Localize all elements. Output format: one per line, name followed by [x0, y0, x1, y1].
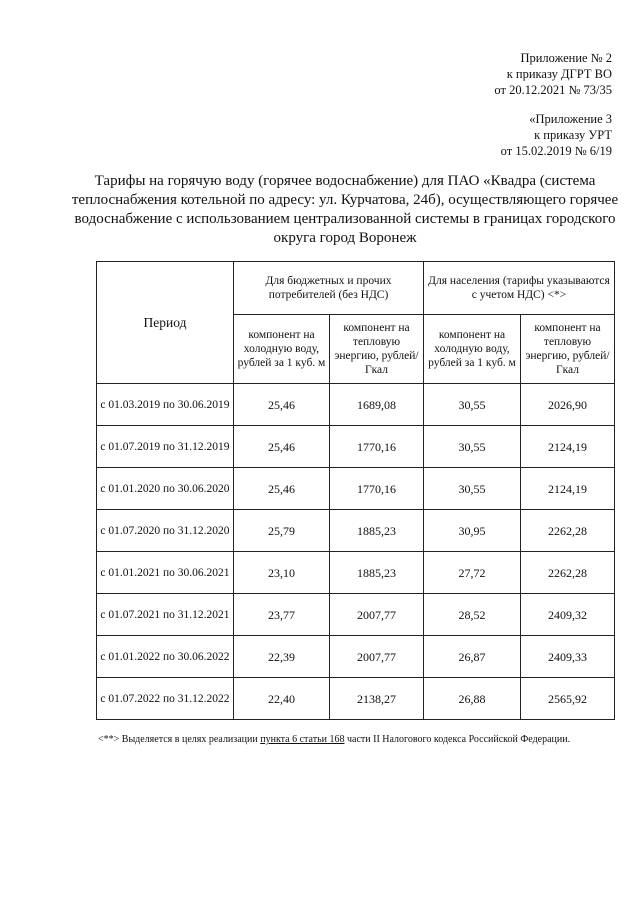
population-cold-water-cell: 26,88: [424, 678, 521, 720]
budget-cold-water-cell: 25,79: [234, 510, 330, 552]
table-row: [97, 384, 615, 426]
table-row: [97, 636, 615, 678]
budget-cold-water-cell: 25,46: [234, 468, 330, 510]
budget-heat-energy-cell: 1770,16: [330, 468, 424, 510]
table-row: [97, 594, 615, 636]
population-cold-water-cell: 30,55: [424, 468, 521, 510]
appendix-2-line-3: от 20.12.2021 № 73/35: [494, 83, 612, 97]
budget-heat-energy-header: компонент на тепловую энергию, рублей/Гкал: [330, 315, 424, 384]
period-cell: с 01.07.2022 по 31.12.2022: [97, 678, 234, 720]
footnote-suffix: части II Налогового кодекса Российской Федерации.: [344, 734, 571, 745]
population-heat-energy-cell: 2026,90: [521, 384, 615, 426]
budget-cold-water-cell: 22,39: [234, 636, 330, 678]
budget-heat-energy-cell: 1770,16: [330, 426, 424, 468]
period-cell: с 01.07.2020 по 31.12.2020: [97, 510, 234, 552]
population-group-header: Для населения (тарифы указываются с учетом НДС) <*>: [424, 262, 615, 315]
population-heat-energy-cell: 2124,19: [521, 426, 615, 468]
budget-cold-water-cell: 25,46: [234, 426, 330, 468]
period-cell: с 01.07.2019 по 31.12.2019: [97, 426, 234, 468]
table-row: [97, 510, 615, 552]
table-row: [97, 678, 615, 720]
period-cell: с 01.03.2019 по 30.06.2019: [97, 384, 234, 426]
budget-cold-water-cell: 23,10: [234, 552, 330, 594]
period-cell: с 01.07.2021 по 31.12.2021: [97, 594, 234, 636]
population-cold-water-cell: 26,87: [424, 636, 521, 678]
population-cold-water-cell: 28,52: [424, 594, 521, 636]
footnote-prefix: <**> Выделяется в целях реализации: [98, 734, 261, 745]
appendix-3-line-3: от 15.02.2019 № 6/19: [500, 144, 612, 158]
appendix-3-line-2: к приказу УРТ: [534, 128, 612, 142]
population-heat-energy-header: компонент на тепловую энергию, рублей/Гкал: [521, 315, 615, 384]
population-cold-water-cell: 30,55: [424, 426, 521, 468]
budget-cold-water-cell: 22,40: [234, 678, 330, 720]
population-heat-energy-cell: 2409,33: [521, 636, 615, 678]
population-heat-energy-cell: 2565,92: [521, 678, 615, 720]
budget-heat-energy-cell: 1885,23: [330, 552, 424, 594]
budget-cold-water-cell: 25,46: [234, 384, 330, 426]
period-cell: с 01.01.2021 по 30.06.2021: [97, 552, 234, 594]
population-cold-water-cell: 30,55: [424, 384, 521, 426]
population-cold-water-header: компонент на холодную воду, рублей за 1 куб. м: [424, 315, 521, 384]
population-heat-energy-cell: 2262,28: [521, 552, 615, 594]
period-cell: с 01.01.2020 по 30.06.2020: [97, 468, 234, 510]
budget-heat-energy-cell: 2007,77: [330, 594, 424, 636]
budget-heat-energy-cell: 1689,08: [330, 384, 424, 426]
document-title: Тарифы на горячую воду (горячее водоснабжение) для ПАО «Квадра (система теплоснабжения котельной по адресу: ул. Курчатова, 24б), осуществляющего горячее водоснабжение с использованием централизованной системы в границах городского округа город Воронеж: [71, 173, 619, 246]
table-row: [97, 468, 615, 510]
table-row: [97, 552, 615, 594]
period-header: Период: [97, 262, 234, 384]
appendix-3-reference: [501, 111, 612, 159]
population-heat-energy-cell: 2409,32: [521, 594, 615, 636]
footnote: [98, 734, 570, 745]
appendix-3-line-1: «Приложение 3: [529, 112, 612, 126]
budget-cold-water-cell: 23,77: [234, 594, 330, 636]
population-cold-water-cell: 30,95: [424, 510, 521, 552]
budget-heat-energy-cell: 2138,27: [330, 678, 424, 720]
population-cold-water-cell: 27,72: [424, 552, 521, 594]
population-heat-energy-cell: 2262,28: [521, 510, 615, 552]
appendix-2-line-2: к приказу ДГРТ ВО: [506, 67, 612, 81]
tariffs-table: [96, 261, 615, 720]
budget-heat-energy-cell: 1885,23: [330, 510, 424, 552]
appendix-2-reference: [494, 50, 612, 98]
tax-code-link[interactable]: пункта 6 статьи 168: [260, 734, 345, 745]
budget-group-header: Для бюджетных и прочих потребителей (без НДС): [234, 262, 424, 315]
period-cell: с 01.01.2022 по 30.06.2022: [97, 636, 234, 678]
table-row: [97, 426, 615, 468]
appendix-2-line-1: Приложение № 2: [520, 51, 612, 65]
population-heat-energy-cell: 2124,19: [521, 468, 615, 510]
budget-heat-energy-cell: 2007,77: [330, 636, 424, 678]
budget-cold-water-header: компонент на холодную воду, рублей за 1 куб. м: [234, 315, 330, 384]
